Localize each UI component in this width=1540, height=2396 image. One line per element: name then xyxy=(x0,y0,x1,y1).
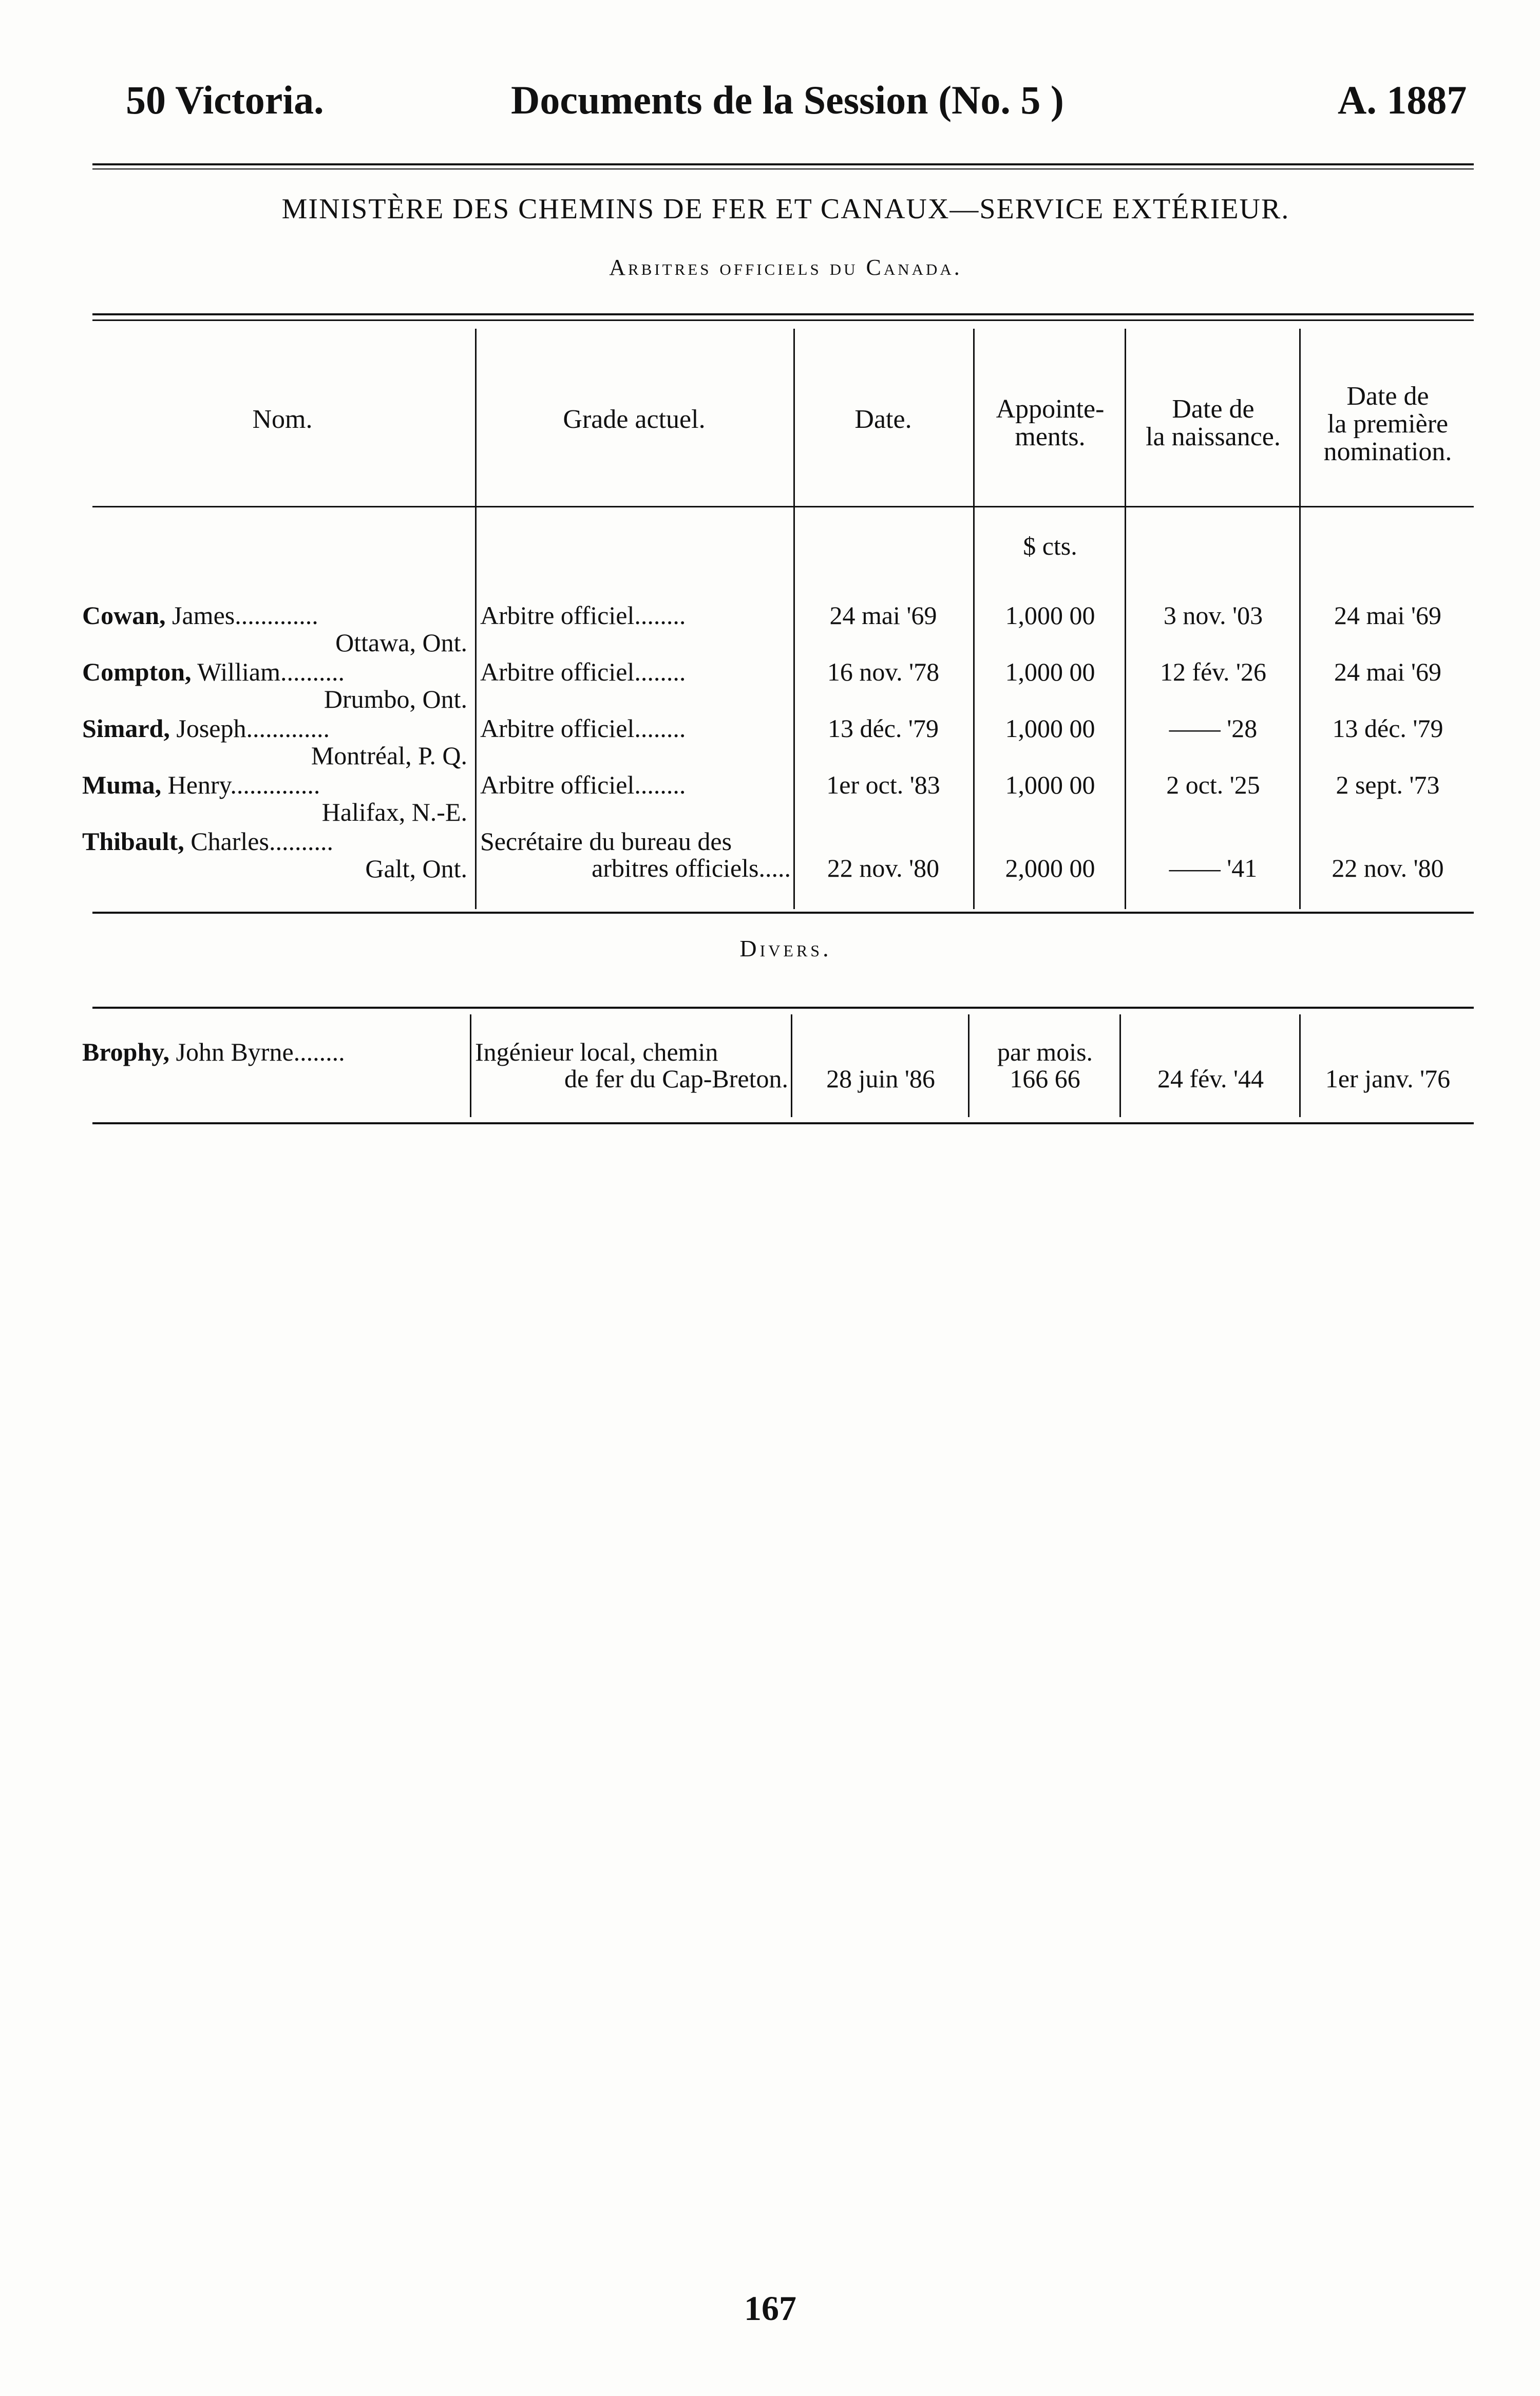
table-top-rule xyxy=(92,313,1474,315)
surname: Brophy, xyxy=(82,1037,169,1066)
leader-dots: ............. xyxy=(235,601,318,630)
column-header-grade: Grade actuel. xyxy=(563,405,706,434)
table-cell-birth: —— '28 xyxy=(1169,714,1258,743)
divers-bottom-rule xyxy=(92,1122,1474,1124)
table-row-name xyxy=(82,601,318,630)
given-name: Joseph xyxy=(169,714,246,743)
column-divider xyxy=(1119,1014,1121,1117)
table-row-name xyxy=(82,827,333,856)
running-header-left: 50 Victoria. xyxy=(126,78,324,122)
leader-dots: ............. xyxy=(246,714,330,743)
divers-cell-grade-line2: de fer du Cap-Breton. xyxy=(564,1064,788,1093)
leader-dots: .......... xyxy=(269,827,333,856)
table-cell-date: 22 nov. '80 xyxy=(827,854,940,882)
column-header-appointements-line1: Appointe- xyxy=(996,394,1105,424)
given-name: Henry xyxy=(161,770,231,799)
table-cell-first-nomination: 22 nov. '80 xyxy=(1332,854,1444,882)
column-divider xyxy=(1125,329,1126,909)
table-cell-place: Drumbo, Ont. xyxy=(324,685,467,713)
column-header-appointements xyxy=(976,395,1125,451)
table-cell-grade: Arbitre officiel........ xyxy=(480,657,686,686)
column-divider xyxy=(793,329,795,909)
table-bottom-rule xyxy=(92,912,1474,914)
table-cell-date: 16 nov. '78 xyxy=(827,657,940,686)
units-label: $ cts. xyxy=(1023,532,1077,560)
table-cell-place: Montréal, P. Q. xyxy=(311,741,467,770)
surname: Muma, xyxy=(82,770,162,799)
table-cell-grade: Arbitre officiel........ xyxy=(480,714,686,743)
table-cell-salary: 2,000 00 xyxy=(1005,854,1095,882)
column-divider xyxy=(968,1014,969,1117)
surname: Thibault, xyxy=(82,827,184,856)
leader-dots: .............. xyxy=(230,770,320,799)
column-header-nom: Nom. xyxy=(252,405,313,434)
given-name: Charles xyxy=(184,827,269,856)
table-cell-date: 13 déc. '79 xyxy=(828,714,939,743)
table-cell-birth: 12 fév. '26 xyxy=(1159,657,1267,686)
divers-cell-first-nomination: 1er janv. '76 xyxy=(1325,1064,1451,1093)
column-header-nomination xyxy=(1302,383,1474,466)
table-cell-grade: Arbitre officiel........ xyxy=(480,770,686,799)
table-cell-date: 24 mai '69 xyxy=(829,601,937,630)
page-number: 167 xyxy=(744,2289,796,2328)
column-header-naissance xyxy=(1127,395,1299,451)
document-subtitle: Arbitres officiels du Canada. xyxy=(609,255,962,280)
divers-cell-date: 28 juin '86 xyxy=(826,1064,935,1093)
running-header-right: A. 1887 xyxy=(1338,78,1467,122)
divers-top-rule xyxy=(92,1007,1474,1009)
table-cell-salary: 1,000 00 xyxy=(1005,770,1095,799)
column-divider xyxy=(791,1014,792,1117)
table-cell-place: Galt, Ont. xyxy=(365,854,467,883)
given-name: James xyxy=(165,601,235,630)
divers-cell-birth: 24 fév. '44 xyxy=(1157,1064,1264,1093)
column-header-naissance-line1: Date de xyxy=(1172,394,1254,424)
table-cell-grade-line2: arbitres officiels..... xyxy=(592,854,791,882)
column-divider xyxy=(470,1014,471,1117)
header-rule xyxy=(92,163,1474,165)
table-cell-birth: 3 nov. '03 xyxy=(1163,601,1263,630)
divers-cell-grade-line1: Ingénieur local, chemin xyxy=(475,1037,718,1066)
column-divider xyxy=(1299,1014,1301,1117)
table-cell-grade-line1: Secrétaire du bureau des xyxy=(480,827,732,856)
divers-cell-salary-note: par mois. xyxy=(997,1037,1093,1066)
table-row-name xyxy=(82,714,330,743)
table-cell-salary: 1,000 00 xyxy=(1005,657,1095,686)
column-header-date: Date. xyxy=(854,405,912,434)
table-top-rule-2 xyxy=(92,319,1474,321)
given-name: William xyxy=(191,657,280,686)
leader-dots: .......... xyxy=(280,657,345,686)
table-cell-place: Ottawa, Ont. xyxy=(335,628,467,657)
table-cell-first-nomination: 13 déc. '79 xyxy=(1332,714,1443,743)
column-header-nomination-line1: Date de xyxy=(1346,382,1429,411)
divers-row-name xyxy=(82,1037,345,1066)
leader-dots: ........ xyxy=(293,1037,345,1066)
surname: Simard, xyxy=(82,714,170,743)
column-header-rule xyxy=(92,506,1474,507)
table-cell-date: 1er oct. '83 xyxy=(826,770,940,799)
table-row-name xyxy=(82,657,345,686)
divers-heading: Divers. xyxy=(739,935,832,961)
column-header-naissance-line2: la naissance. xyxy=(1146,422,1281,451)
column-header-nomination-line3: nomination. xyxy=(1323,437,1452,466)
column-header-nomination-line2: la première xyxy=(1327,409,1449,439)
table-cell-place: Halifax, N.-E. xyxy=(321,798,467,826)
table-cell-salary: 1,000 00 xyxy=(1005,714,1095,743)
table-cell-first-nomination: 24 mai '69 xyxy=(1334,657,1441,686)
column-divider xyxy=(1299,329,1301,909)
table-cell-grade: Arbitre officiel........ xyxy=(480,601,686,630)
table-cell-birth: 2 oct. '25 xyxy=(1166,770,1260,799)
header-rule-thin xyxy=(92,168,1474,169)
column-divider xyxy=(973,329,975,909)
given-name: John Byrne xyxy=(169,1037,294,1066)
column-divider xyxy=(475,329,477,909)
divers-cell-salary: 166 66 xyxy=(1010,1064,1080,1093)
document-title: MINISTÈRE DES CHEMINS DE FER ET CANAUX—SERVICE EXTÉRIEUR. xyxy=(281,193,1290,225)
surname: Compton, xyxy=(82,657,192,686)
table-cell-salary: 1,000 00 xyxy=(1005,601,1095,630)
table-cell-first-nomination: 24 mai '69 xyxy=(1334,601,1441,630)
column-header-appointements-line2: ments. xyxy=(1015,422,1086,451)
surname: Cowan, xyxy=(82,601,166,630)
table-cell-first-nomination: 2 sept. '73 xyxy=(1336,770,1440,799)
running-header-center: Documents de la Session (No. 5 ) xyxy=(511,78,1064,122)
table-cell-birth: —— '41 xyxy=(1169,854,1258,882)
table-row-name xyxy=(82,770,320,799)
